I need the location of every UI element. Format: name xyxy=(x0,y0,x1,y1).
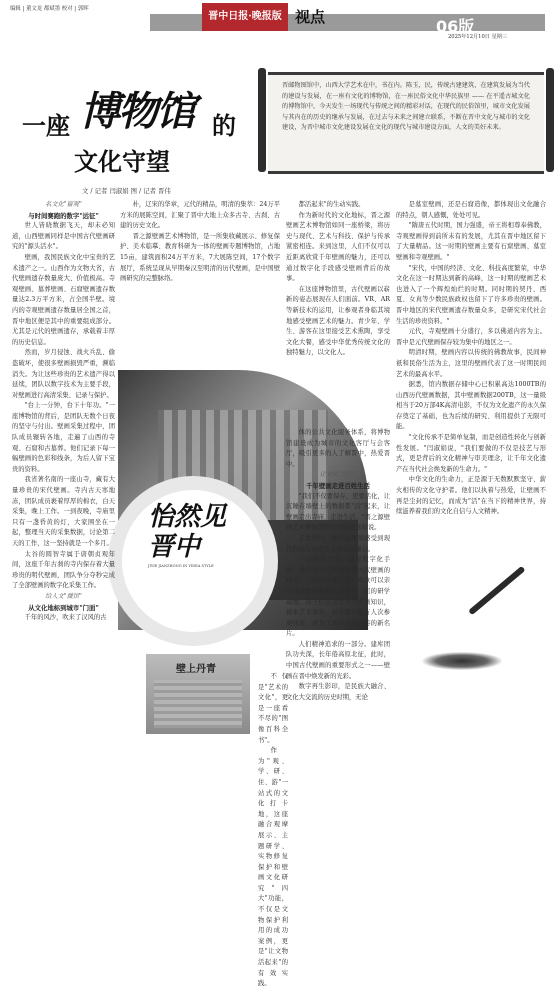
section-title: 视点 xyxy=(295,8,326,26)
subheading: 千年壁画走进百姓生活 xyxy=(306,481,370,490)
paragraph: 人们精神追求的一部分。建库团队功夫深，长年倦高原北征，此时，中国古代壁画的重要形式之一——壁画在晋中焕发新的光彩。 xyxy=(286,640,390,680)
paragraph: 中华文化的生命力，正是源于无数默默坚守、薪火相传的文化守护者。他们以执着与热爱，让壁画不再是尘封的记忆，而成为"活"在当下的精神世界，持续滋养着我们的文化自信与人文精神。 xyxy=(396,476,546,516)
art-panel-caption: 壁上丹青 xyxy=(176,664,216,675)
paragraph: 据悉，馆内数据存储中心已积累高达1000TB的山西历代壁画数据，其中壁画数据200TB，这一量级相当于20万部4K高清电影，不仅为文化遗产的永久保存奠定了基础，也为后续的研究、利用提供了无限可能。 xyxy=(396,381,546,431)
paragraph: 朴，辽宋的华章，元代的精品，明清的集萃：24万平方米的展陈空间，汇聚了晋中大地上众多古寺、古刹、古建的历史文化。 xyxy=(120,201,280,230)
paragraph: 体的公共文化服务体系，将博物馆建设成为城市的文化客厅与会客厅，吸引更多的人了解晋中，热爱晋中。 xyxy=(286,429,390,468)
masthead-box xyxy=(202,3,288,31)
scroll-rod-top xyxy=(258,68,266,172)
column-2-top xyxy=(120,200,280,355)
paragraph: 走进馆内，观众能深刻感受到现代科技与古老艺术的完美融合。 xyxy=(286,534,390,553)
calligraphy-text: 怡然见晋中 xyxy=(148,502,227,562)
headline-suffix: 的 xyxy=(212,111,236,140)
paragraph: 世人皆晓数据飞天，却未必知道，山西壁画同样是中国古代壁画研究的"源头活水"。 xyxy=(12,222,115,251)
scroll-quote-text: 晋邮物图馆中，山西大学艺术在中，书在内。陈玉，民，传统古建建筑，在建筑发展为当代的建设与发展，在一座有文化的博物馆，在一座民俗文化中华民族里 —— 在平遥古城文化的博物馆中，今天发生一场现代与传统之间的精彩对话，在现代的民俗馆里，城市文化发展与其内在的历史的继承与发展，在过去与未来之间建立联系，不断在晋中文化与城市的文化建设，为晋中城市文化建设发展在文化的现代与城市建设方面，人文的美好未来。 xyxy=(282,82,530,131)
paragraph: 明清时期，壁画内容以传统的佛教故事，民间神祇和民俗生活为主，这里的壁画代表了这一时期民间艺术的最高水平。 xyxy=(396,349,546,378)
paragraph: 都活起来"的生动实践。 xyxy=(298,201,365,208)
page-number: 06版 xyxy=(436,17,475,36)
masthead-title: 晋中日报·晚报版 xyxy=(208,11,282,22)
subheading: 与时间赛跑的数字"远征" xyxy=(28,211,99,220)
paragraph: 是墓室壁画，还是石窟造像，都体现出文化融合的特点，朝人感慨，处处可见。 xyxy=(396,201,546,219)
headline-calligraphy: 博物馆 xyxy=(80,88,194,135)
paragraph: 数字再生影印，是民族大融合、文化大交流的历史时期，无论 xyxy=(286,683,390,701)
paragraph: "我们不仅要保存，更要活化，让沉睡在墙壁上的数据都"活"起来，让壁画走出寺庙，走进生活。"晋之源壁画艺术博物馆馆长闫淑娟这样说。 xyxy=(286,492,390,532)
headline xyxy=(22,90,252,180)
issue-date: 2025年12月10日 星期三 xyxy=(448,34,508,40)
subheading: 名文化"留观" xyxy=(45,201,82,208)
paragraph: 作为"观、学、研、住、游"一站式的文化打卡地，这座融合观摩展示、主题研学、实物修复保护和壁画文化研究"四大"功能，不仅是文物保护利用的成功案例，更是"让文物活起来"的有效实践。 xyxy=(258,747,288,988)
scroll-rod-bottom xyxy=(546,68,554,172)
paragraph: "隋唐五代时期，国力强盛，帝王将相尊奉佛教，寺观壁画得到前所未有的发展，尤其在晋中地区留下了大量精品。这一时期的壁画主要有石窟壁画、墓室壁画和寺观壁画。" xyxy=(396,222,546,261)
editor-credit: 编辑 | 董文龙 都斌墨 校对 | 郭晖 xyxy=(10,6,89,12)
paragraph: 千年的风沙，吹来了汉风的古 xyxy=(24,614,107,622)
paragraph: 晋之源壁画艺术博物馆，是一所集收藏展示、修复保护、美术临摹、教育科研为一体的壁画专题博物馆，占地15亩，建筑面积24万平方米，7大展陈空间，17个数字展厅，系统呈现从早期秦汉至明清的历代壁画，是中国壁画研究的完整脉络。 xyxy=(120,232,280,283)
paragraph: 壁画，我国民族文化中宝贵的艺术遗产之一。山西作为文物大省，古代壁画遗存数量庞大、价值极高。寺观壁画、墓葬壁画、石窟壁画遗存数量达2.3万平方米，占全国半壁。境内的寺观壁画遗存数量居全国之首，晋中地区便是其中的重要组成部分。尤其是元代的壁画遗存，承载着丰厚的历史信息。 xyxy=(12,253,115,346)
ink-stroke xyxy=(422,652,502,670)
scroll-quote xyxy=(268,72,544,174)
paragraph: 太谷的圆智寺属于唐朝贞观年间，这座千年古刹的寺内保存着大量珍贵的明代壁画，团队争分夺秒完成了全部壁画的数字化采集工作。 xyxy=(12,550,115,590)
column-1 xyxy=(12,200,115,812)
paragraph: "宋代，中国的经济、文化、科技高度繁荣，中华文化在这一时期达到新的高峰，这一时期的壁画艺术也进入了一个辉煌灿烂的时期。同时期的契丹、西夏、女真等少数民族政权也留下了许多珍贵的壁画。晋中地区的宋代壁画遗存数量众多，是研究宋代社会生活的珍贵资料。" xyxy=(396,264,546,325)
paragraph: 作为新时代的文化地标，晋之源壁画艺术博物馆如同一座桥梁，将历史与现代、艺术与科技、保护与传承紧密相连。来到这里，人们不仅可以近距离欣赏千年壁画的魅力，还可以通过数字化手段感受壁画背后的故事。 xyxy=(286,211,390,283)
paragraph: 不仅是"艺术的文化"，更是一座看不尽的"图像百科全书"。 xyxy=(258,673,288,744)
column-3-top xyxy=(286,200,390,357)
paragraph: 在这座博物馆里，古代壁画以崭新的姿态展现在人们面前。VR、AR等新技术的运用，让参观者身临其境地感受壁画艺术的魅力。青少年、学生、游客在这里接受艺术熏陶，享受文化大餐，感受中华优秀传统文化的独特魅力，以文化人。 xyxy=(286,285,390,357)
paragraph: 元代，寺观壁画十分盛行，多以佛道内容为主。晋中是元代壁画保存较为集中的地区之一。 xyxy=(396,328,546,346)
headline-prefix: 一座 xyxy=(22,111,70,140)
paragraph: 一层的展厅里，通过数字化手段，观众可以近距离欣赏古代壁画的细节；二层的互动区里，观众可以亲手体验壁画临摹和修复；三层的研学基地，孩子们在这里学习壁画知识，探索艺术奥秘，每年吸引数万人次参观体验，成为了晋中文化旅游的新名片。 xyxy=(286,556,390,638)
calligraphy-pinyin: JIYIE JIANZHONG IN YIDEA STYLE xyxy=(148,564,214,568)
subheading: 从文化地标到城市"门面" xyxy=(28,603,99,612)
paragraph: "文化传承不是简单复制，而是创造性转化与创新性发展。"闫淑娟说，"我们要做的不仅是技艺与形式，更是背后的文化精神与审美理念，让千年文化遗产在当代社会焕发新的生命力。" xyxy=(396,434,546,473)
subheading: 给人文"微馆" xyxy=(45,592,82,600)
paragraph: 我省著名南的一座山寺，藏有大量珍贵的宋代壁画。寺内古天寒地冻，团队成员裹着厚厚的棉衣，白天采集，晚上工作。一到夜晚，寺庙里只有一盏昏黄的灯，大家围坐在一起，整理当天的采集数据，讨论第二天的工作，这一坚持就是一个多月。 xyxy=(12,476,115,547)
column-4 xyxy=(396,200,546,812)
paragraph: "台上一分钟，台下十年功。"一座博物馆的背后，是团队无数个日夜的坚守与付出。壁画采集过程中，团队成员辗转各地，走遍了山西的寺观、石窟和古墓葬。他们记录下每一幅壁画的色彩和线条，为后人留下宝贵的资料。 xyxy=(12,402,115,473)
subheading: 让文化"共享" xyxy=(319,471,357,479)
column-2-bottom xyxy=(148,672,288,988)
calligraphy-stamp xyxy=(148,502,258,602)
headline-line2: 文化守望 xyxy=(74,147,170,176)
column-3-bottom xyxy=(286,428,390,812)
paragraph: 然而，岁月侵蚀、战火兵乱、偷盗破坏，使很多壁画损毁严重，濒临消失。为让这些珍贵的艺术遗产得以延续，团队以数字技术为主要手段，对壁画进行高清采集、记录与保护。 xyxy=(12,349,115,399)
byline: 文 / 记者 闫淑娟 图 / 记者 晋伟 xyxy=(82,187,171,195)
